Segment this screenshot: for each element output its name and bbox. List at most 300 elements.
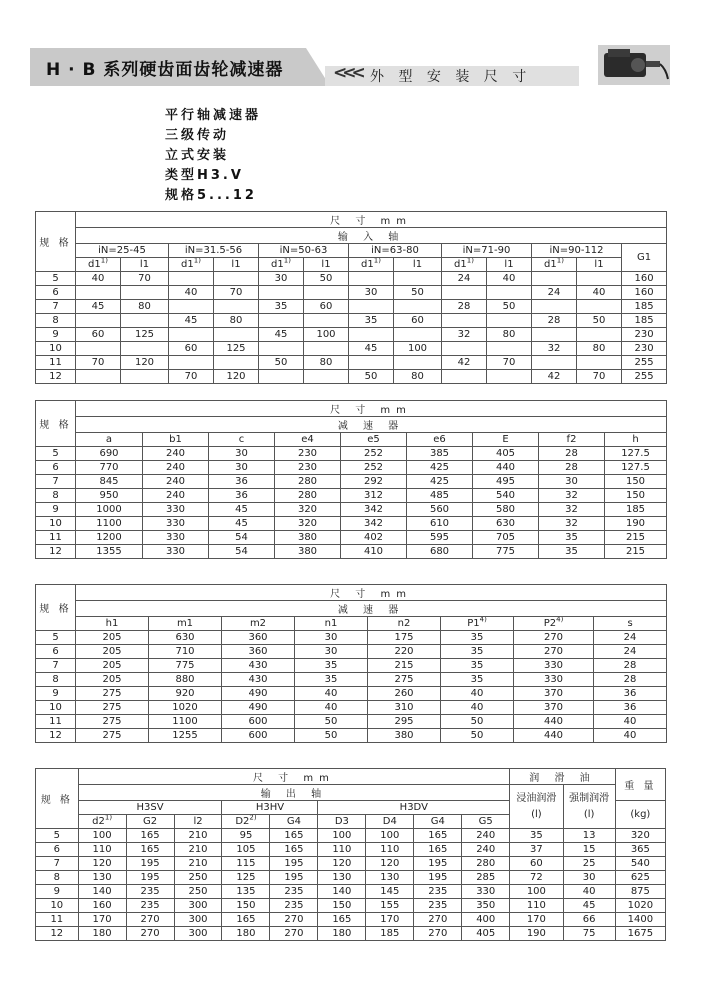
value-cell: 280 [275, 475, 341, 489]
value-cell: 330 [514, 673, 594, 687]
value-cell: 690 [76, 447, 143, 461]
value-cell: 35 [441, 659, 514, 673]
col-header-e5-label: e5 [367, 434, 380, 445]
d1-header [442, 258, 487, 272]
value-cell: 330 [143, 503, 209, 517]
col-header-G4 [270, 815, 318, 829]
value-cell: 30 [349, 286, 394, 300]
value-cell: 60 [510, 857, 563, 871]
spec-size-cell: 8 [36, 489, 76, 503]
g1-header: G1 [622, 244, 667, 272]
value-cell: 1255 [149, 729, 222, 743]
value-cell [76, 342, 121, 356]
value-cell [487, 314, 532, 328]
value-cell: 342 [341, 503, 407, 517]
value-cell: 80 [577, 342, 622, 356]
value-cell: 165 [270, 829, 318, 843]
value-cell: 45 [209, 517, 275, 531]
value-cell: 430 [222, 659, 295, 673]
value-cell [169, 328, 214, 342]
value-cell: 50 [577, 314, 622, 328]
value-cell: 66 [563, 913, 615, 927]
value-cell: 240 [143, 461, 209, 475]
l1-header [214, 258, 259, 272]
value-cell: 950 [76, 489, 143, 503]
spec-size-cell: 8 [36, 871, 79, 885]
value-cell: 425 [407, 461, 473, 475]
spec-size-cell: 6 [36, 645, 76, 659]
value-cell: 300 [174, 899, 222, 913]
value-cell: 40 [169, 286, 214, 300]
table-row [36, 286, 667, 300]
value-cell [532, 300, 577, 314]
value-cell: 320 [615, 829, 665, 843]
value-cell: 330 [462, 885, 510, 899]
value-cell: 150 [605, 475, 667, 489]
value-cell: 495 [473, 475, 539, 489]
value-cell: 230 [622, 342, 667, 356]
value-cell: 50 [295, 729, 368, 743]
value-cell: 310 [368, 701, 441, 715]
value-cell: 330 [143, 517, 209, 531]
value-cell: 25 [563, 857, 615, 871]
value-cell [577, 328, 622, 342]
value-cell: 100 [318, 829, 366, 843]
table-row [36, 356, 667, 370]
value-cell: 610 [407, 517, 473, 531]
value-cell: 600 [222, 715, 295, 729]
d1-header [259, 258, 304, 272]
value-cell: 1400 [615, 913, 665, 927]
value-cell: 135 [222, 885, 270, 899]
value-cell: 28 [594, 673, 667, 687]
value-cell [442, 286, 487, 300]
value-cell [304, 314, 349, 328]
value-cell [121, 286, 169, 300]
value-cell: 195 [414, 871, 462, 885]
value-cell: 140 [78, 885, 126, 899]
value-cell: 70 [577, 370, 622, 384]
value-cell: 275 [76, 687, 149, 701]
value-cell: 300 [174, 927, 222, 941]
value-cell: 215 [605, 531, 667, 545]
value-cell: 72 [510, 871, 563, 885]
value-cell: 80 [121, 300, 169, 314]
value-cell: 210 [174, 857, 222, 871]
value-cell: 195 [270, 857, 318, 871]
spec-size-cell: 7 [36, 475, 76, 489]
value-cell: 145 [366, 885, 414, 899]
value-cell: 150 [222, 899, 270, 913]
value-cell: 405 [462, 927, 510, 941]
col-header-P2 [514, 617, 594, 631]
value-cell: 165 [222, 913, 270, 927]
value-cell: 165 [318, 913, 366, 927]
value-cell: 210 [174, 843, 222, 857]
value-cell: 35 [539, 531, 605, 545]
value-cell: 270 [514, 631, 594, 645]
value-cell: 45 [349, 342, 394, 356]
value-cell: 270 [414, 927, 462, 941]
value-cell [532, 356, 577, 370]
value-cell: 35 [539, 545, 605, 559]
value-cell: 845 [76, 475, 143, 489]
value-cell: 125 [121, 328, 169, 342]
value-cell: 110 [78, 843, 126, 857]
value-cell [76, 314, 121, 328]
value-cell [304, 370, 349, 384]
column-header-row [36, 617, 667, 631]
value-cell: 54 [209, 531, 275, 545]
variant-header: H3DV [318, 801, 510, 815]
page-title: H · B 系列硬齿面齿轮减速器 [46, 60, 284, 80]
value-cell: 50 [349, 370, 394, 384]
table-row [36, 370, 667, 384]
output-shaft-table [35, 768, 666, 941]
value-cell [214, 300, 259, 314]
value-cell: 365 [615, 843, 665, 857]
section-subtitle: 外 型 安 装 尺 寸 [370, 69, 532, 85]
value-cell: 240 [462, 829, 510, 843]
spec-size-cell: 9 [36, 885, 79, 899]
value-cell [442, 370, 487, 384]
reducer-dimensions-table-1 [35, 400, 667, 559]
value-cell: 30 [539, 475, 605, 489]
footnote-mark: 1) [283, 257, 291, 265]
value-cell [487, 286, 532, 300]
value-cell: 140 [318, 885, 366, 899]
col-header-D4-label: D4 [382, 816, 397, 827]
value-cell: 255 [622, 370, 667, 384]
value-cell: 125 [222, 871, 270, 885]
value-cell: 252 [341, 461, 407, 475]
value-cell: 280 [275, 489, 341, 503]
value-cell: 275 [76, 701, 149, 715]
table-row [36, 673, 667, 687]
value-cell: 350 [462, 899, 510, 913]
col-header-n2 [368, 617, 441, 631]
table-row [36, 475, 667, 489]
value-cell: 120 [318, 857, 366, 871]
value-cell: 155 [366, 899, 414, 913]
value-cell: 710 [149, 645, 222, 659]
spec-size-cell: 9 [36, 503, 76, 517]
value-cell: 440 [514, 715, 594, 729]
value-cell: 130 [78, 871, 126, 885]
value-cell: 190 [510, 927, 563, 941]
value-cell: 430 [222, 673, 295, 687]
value-cell: 70 [169, 370, 214, 384]
d1-header [532, 258, 577, 272]
value-cell: 42 [442, 356, 487, 370]
table-row [36, 545, 667, 559]
table-row [36, 645, 667, 659]
chevron-icon: <<< [333, 63, 361, 83]
value-cell: 205 [76, 659, 149, 673]
col-header-G4-label: G4 [430, 816, 445, 827]
value-cell: 105 [222, 843, 270, 857]
col-header-h-label: h [632, 434, 639, 445]
value-cell: 30 [209, 461, 275, 475]
value-cell: 170 [510, 913, 563, 927]
value-cell: 54 [209, 545, 275, 559]
value-cell: 490 [222, 687, 295, 701]
value-cell: 425 [407, 475, 473, 489]
value-cell: 160 [78, 899, 126, 913]
value-cell: 560 [407, 503, 473, 517]
value-cell: 410 [341, 545, 407, 559]
value-cell: 775 [473, 545, 539, 559]
value-cell: 100 [394, 342, 442, 356]
value-cell: 175 [368, 631, 441, 645]
col-header-G2 [126, 815, 174, 829]
value-cell: 60 [304, 300, 349, 314]
value-cell: 240 [143, 475, 209, 489]
value-cell: 285 [462, 871, 510, 885]
value-cell: 255 [622, 356, 667, 370]
value-cell: 400 [462, 913, 510, 927]
value-cell: 235 [270, 899, 318, 913]
value-cell: 630 [149, 631, 222, 645]
value-cell: 40 [594, 715, 667, 729]
value-cell: 185 [366, 927, 414, 941]
value-cell [169, 300, 214, 314]
value-cell: 1020 [615, 899, 665, 913]
value-cell: 235 [414, 899, 462, 913]
value-cell: 490 [222, 701, 295, 715]
col-header-a-label: a [105, 434, 113, 445]
table-row [36, 300, 667, 314]
value-cell: 215 [605, 545, 667, 559]
value-cell: 80 [394, 370, 442, 384]
value-cell: 235 [126, 885, 174, 899]
value-cell: 160 [622, 286, 667, 300]
value-cell: 30 [563, 871, 615, 885]
value-cell: 110 [510, 899, 563, 913]
spec-size-cell: 5 [36, 447, 76, 461]
intro-line: 类型H3.V [165, 168, 244, 183]
col-header-s [594, 617, 667, 631]
value-cell [259, 342, 304, 356]
lube-oil-header: 润 滑 油 [510, 769, 616, 785]
value-cell: 330 [143, 545, 209, 559]
col-header-s-label: s [627, 618, 633, 629]
lube-forced-unit: (l) [583, 808, 595, 820]
footnote-mark: 4) [556, 616, 564, 624]
value-cell: 625 [615, 871, 665, 885]
value-cell [442, 314, 487, 328]
col-header-D2 [222, 815, 270, 829]
value-cell: 24 [594, 645, 667, 659]
d1-header-label: d1 [271, 259, 284, 270]
d1-header-label: d1 [88, 259, 101, 270]
footnote-mark: 2) [249, 814, 257, 822]
spec-size-cell: 11 [36, 715, 76, 729]
value-cell: 540 [473, 489, 539, 503]
value-cell: 60 [169, 342, 214, 356]
value-cell: 24 [442, 272, 487, 286]
value-cell: 165 [126, 843, 174, 857]
value-cell: 45 [209, 503, 275, 517]
value-cell: 300 [174, 913, 222, 927]
col-header-G4 [414, 815, 462, 829]
d1-header-label: d1 [361, 259, 374, 270]
value-cell: 45 [169, 314, 214, 328]
value-cell [394, 272, 442, 286]
value-cell: 110 [366, 843, 414, 857]
value-cell: 165 [414, 829, 462, 843]
intro-block [165, 106, 261, 206]
value-cell: 40 [295, 701, 368, 715]
l1-header [394, 258, 442, 272]
table-row [36, 503, 667, 517]
value-cell: 150 [605, 489, 667, 503]
table-row [36, 314, 667, 328]
value-cell: 100 [510, 885, 563, 899]
value-cell [304, 342, 349, 356]
value-cell: 30 [295, 631, 368, 645]
weight-unit: (kg) [615, 801, 665, 829]
col-header-l2 [174, 815, 222, 829]
value-cell: 205 [76, 673, 149, 687]
col-header-G2-label: G2 [142, 816, 158, 827]
table-row [36, 701, 667, 715]
table-row [36, 531, 667, 545]
col-header-d2 [78, 815, 126, 829]
value-cell: 280 [462, 857, 510, 871]
col-header-P2-label: P2 [543, 618, 557, 629]
l1-header [304, 258, 349, 272]
col-header-G5-label: G5 [478, 816, 493, 827]
value-cell [349, 356, 394, 370]
value-cell: 24 [594, 631, 667, 645]
l1-header-label: l1 [139, 259, 150, 270]
value-cell: 45 [76, 300, 121, 314]
value-cell: 485 [407, 489, 473, 503]
value-cell: 70 [76, 356, 121, 370]
variant-header: H3HV [222, 801, 318, 815]
table-row [36, 899, 666, 913]
d1-header [349, 258, 394, 272]
lube-splash-header [510, 785, 563, 829]
value-cell: 37 [510, 843, 563, 857]
value-cell: 75 [563, 927, 615, 941]
value-cell: 292 [341, 475, 407, 489]
value-cell: 170 [78, 913, 126, 927]
table-row [36, 342, 667, 356]
spec-size-cell: 7 [36, 300, 76, 314]
value-cell: 320 [275, 517, 341, 531]
value-cell: 342 [341, 517, 407, 531]
col-header-e4-label: e4 [301, 434, 314, 445]
spec-size-cell: 12 [36, 729, 76, 743]
value-cell: 1200 [76, 531, 143, 545]
value-cell: 320 [275, 503, 341, 517]
col-header-m1-label: m1 [176, 618, 194, 629]
value-cell [304, 286, 349, 300]
col-header-D3 [318, 815, 366, 829]
value-cell: 270 [514, 645, 594, 659]
value-cell: 295 [368, 715, 441, 729]
reducer-dimensions-table-2 [35, 584, 667, 743]
value-cell: 440 [514, 729, 594, 743]
value-cell: 36 [594, 701, 667, 715]
value-cell: 705 [473, 531, 539, 545]
col-header-c [209, 433, 275, 447]
value-cell: 115 [222, 857, 270, 871]
table-row [36, 871, 666, 885]
spec-size-cell: 9 [36, 687, 76, 701]
table-row [36, 659, 667, 673]
spec-size-cell: 9 [36, 328, 76, 342]
value-cell: 100 [304, 328, 349, 342]
value-cell: 230 [622, 328, 667, 342]
value-cell: 28 [532, 314, 577, 328]
col-header-G5 [462, 815, 510, 829]
ratio-group-header: iN=63-80 [349, 244, 442, 258]
table-row [36, 857, 666, 871]
ratio-group-header: iN=71-90 [442, 244, 532, 258]
input-shaft-table [35, 211, 667, 384]
value-cell: 36 [209, 489, 275, 503]
l1-header-label: l1 [504, 259, 514, 270]
footnote-mark: 4) [479, 616, 487, 624]
ratio-group-header: iN=50-63 [259, 244, 349, 258]
output-shaft-title: 输 出 轴 [78, 785, 510, 801]
value-cell [394, 300, 442, 314]
value-cell [121, 342, 169, 356]
spec-size-cell: 5 [36, 272, 76, 286]
value-cell [214, 272, 259, 286]
spec-size-cell: 6 [36, 843, 79, 857]
spec-size-cell: 10 [36, 899, 79, 913]
d1-header [76, 258, 121, 272]
spec-size-cell: 8 [36, 314, 76, 328]
value-cell: 30 [295, 645, 368, 659]
value-cell: 205 [76, 645, 149, 659]
d1-header [169, 258, 214, 272]
value-cell: 240 [143, 489, 209, 503]
value-cell [121, 370, 169, 384]
ratio-group-header: iN=25-45 [76, 244, 169, 258]
ratio-group-header: iN=31.5-56 [169, 244, 259, 258]
value-cell: 35 [295, 659, 368, 673]
value-cell [169, 356, 214, 370]
l1-header [487, 258, 532, 272]
value-cell: 35 [349, 314, 394, 328]
d1-header-label: d1 [454, 259, 467, 270]
value-cell [577, 272, 622, 286]
value-cell: 50 [441, 729, 514, 743]
col-header-e6-label: e6 [433, 434, 446, 445]
value-cell: 195 [270, 871, 318, 885]
table-row [36, 715, 667, 729]
spec-header: 规 格 [36, 212, 76, 272]
input-shaft-title: 输 入 轴 [76, 228, 667, 244]
spec-size-cell: 12 [36, 370, 76, 384]
value-cell: 630 [473, 517, 539, 531]
table-row [36, 843, 666, 857]
value-cell: 195 [126, 857, 174, 871]
value-cell: 580 [473, 503, 539, 517]
value-cell: 230 [275, 447, 341, 461]
spec-size-cell: 5 [36, 829, 79, 843]
value-cell: 1000 [76, 503, 143, 517]
reducer-title: 减 速 器 [76, 417, 667, 433]
value-cell: 380 [368, 729, 441, 743]
value-cell: 880 [149, 673, 222, 687]
l1-header-label: l1 [231, 259, 241, 270]
